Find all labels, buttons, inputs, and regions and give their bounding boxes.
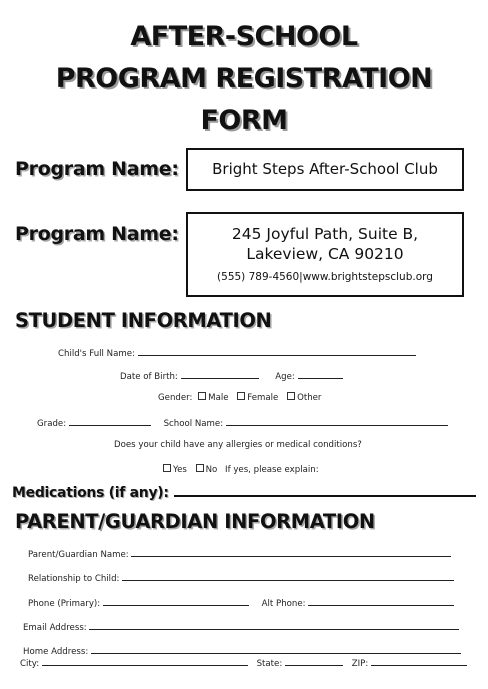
gender-female-label: Female [247, 393, 279, 403]
form-title-line2: PROGRAM REGISTRATION [55, 63, 433, 94]
city-state-zip-row [20, 656, 467, 669]
gender-male-checkbox[interactable] [198, 392, 206, 400]
state-field[interactable] [285, 656, 343, 666]
address-line2: Lakeview, CA 90210 [246, 245, 404, 263]
city-label: City: [20, 659, 40, 669]
program-name-box [186, 148, 464, 191]
form-title-line1: AFTER-SCHOOL [130, 21, 358, 52]
parent-info-heading: PARENT/GUARDIAN INFORMATION [15, 510, 375, 533]
dob-label: Date of Birth: [120, 372, 178, 382]
allergies-no-checkbox[interactable] [196, 464, 204, 472]
zip-field[interactable] [371, 656, 467, 666]
grade-label: Grade: [37, 419, 67, 429]
city-field[interactable] [42, 656, 248, 666]
phone-row [28, 596, 454, 609]
allergies-no-label: No [205, 465, 218, 475]
relationship-label: Relationship to Child: [28, 574, 120, 584]
grade-field[interactable] [69, 416, 151, 426]
grade-school-row [37, 416, 448, 429]
parent-name-label: Parent/Guardian Name: [28, 550, 129, 560]
medications-label: Medications (if any): [12, 485, 169, 501]
email-row [23, 620, 459, 633]
dob-field[interactable] [181, 369, 259, 379]
gender-other-checkbox[interactable] [287, 392, 295, 400]
parent-name-field[interactable] [131, 547, 451, 557]
medications-row [12, 482, 476, 501]
zip-label: ZIP: [351, 659, 369, 669]
contact-line: (555) 789-4560|www.brightstepsclub.org [217, 271, 433, 283]
alt-phone-field[interactable] [308, 596, 454, 606]
gender-row [158, 392, 321, 403]
relationship-field[interactable] [122, 571, 454, 581]
phone-primary-label: Phone (Primary): [28, 599, 101, 609]
school-field[interactable] [226, 416, 448, 426]
state-label: State: [256, 659, 283, 669]
child-name-row [58, 346, 416, 359]
child-name-label: Child's Full Name: [58, 349, 135, 359]
program-name-label: Program Name: [15, 158, 179, 180]
relationship-row [28, 571, 454, 584]
gender-male-label: Male [208, 393, 229, 403]
allergies-yes-label: Yes [173, 465, 187, 475]
age-field[interactable] [298, 369, 343, 379]
parent-name-row [28, 547, 451, 560]
child-name-field[interactable] [138, 346, 416, 356]
program-name-value: Bright Steps After-School Club [212, 160, 438, 178]
program-address-label: Program Name: [15, 223, 179, 245]
alt-phone-label: Alt Phone: [261, 599, 306, 609]
email-field[interactable] [89, 620, 459, 630]
form-title-line3: FORM [200, 105, 288, 136]
phone-primary-field[interactable] [103, 596, 249, 606]
gender-female-checkbox[interactable] [237, 392, 245, 400]
school-label: School Name: [163, 419, 224, 429]
allergies-explain-label: If yes, please explain: [225, 465, 319, 475]
email-label: Email Address: [23, 623, 87, 633]
allergies-answer-row [160, 464, 319, 475]
home-address-field[interactable] [91, 644, 461, 654]
home-address-label: Home Address: [23, 647, 89, 657]
gender-other-label: Other [297, 393, 322, 403]
allergies-yes-checkbox[interactable] [163, 464, 171, 472]
gender-label: Gender: [158, 393, 193, 403]
allergies-question: Does your child have any allergies or medical conditions? [114, 440, 362, 450]
age-label: Age: [275, 372, 295, 382]
student-info-heading: STUDENT INFORMATION [15, 309, 272, 332]
medications-field[interactable] [174, 485, 476, 497]
program-address-box [186, 212, 464, 297]
address-line1: 245 Joyful Path, Suite B, [231, 225, 419, 243]
dob-row [120, 369, 343, 382]
